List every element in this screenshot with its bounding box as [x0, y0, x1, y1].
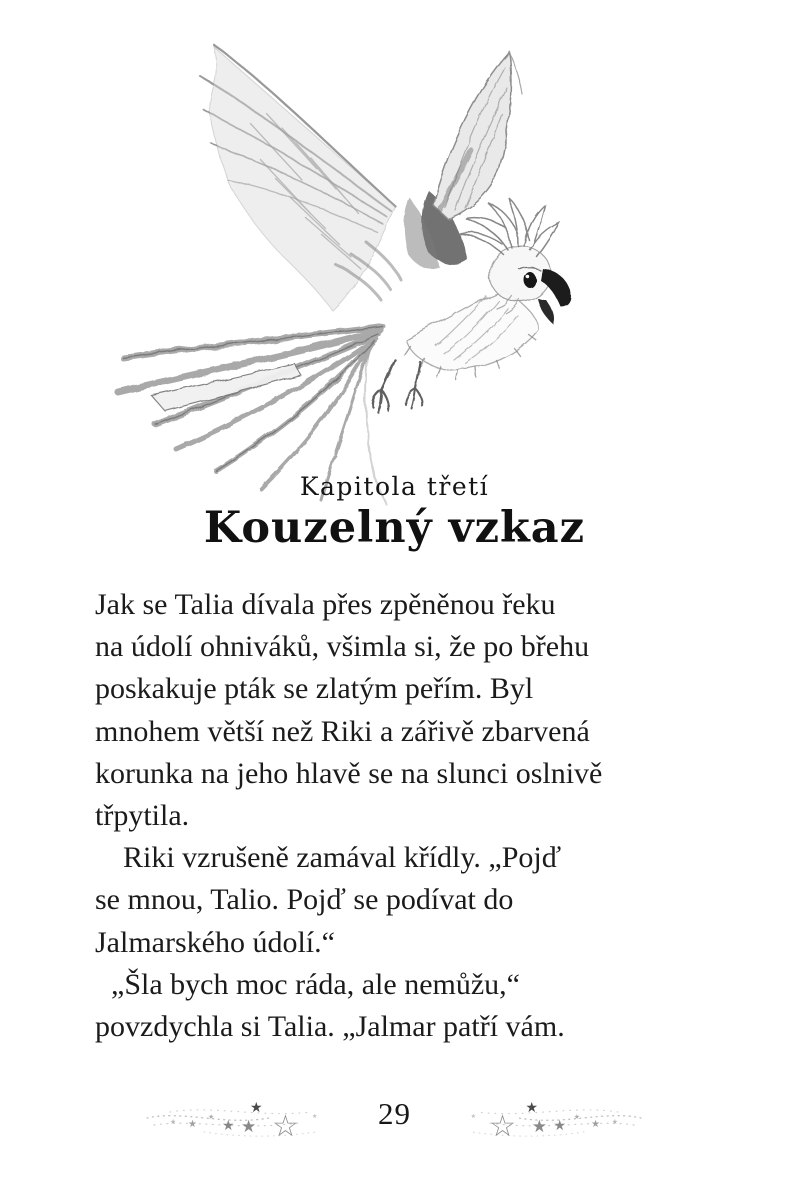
text-line: mnohem větší než Riki a zářivě zbarvená [95, 714, 590, 748]
text-line: se mnou, Talio. Pojď se podívat do [95, 883, 514, 917]
stars [471, 1100, 618, 1144]
tail-ribbon-feather [152, 364, 301, 411]
star-icon: ★ [470, 1113, 476, 1120]
star-spray-right-decoration [446, 1088, 644, 1146]
star-icon: ★ [611, 1118, 618, 1126]
text-line: Jalmarského údolí.“ [95, 925, 335, 959]
star-icon: ★ [222, 1118, 235, 1134]
body-text [95, 584, 720, 1048]
star-icon: ★ [208, 1113, 215, 1121]
star-spray-svg [446, 1088, 644, 1146]
star-icon: ★ [250, 1100, 263, 1116]
star-icon: ★ [241, 1117, 257, 1137]
chapter-label: Kapitola třetí [299, 472, 490, 501]
bird-legs [373, 360, 422, 412]
star-icon: ★ [188, 1119, 197, 1130]
bird-eye [524, 272, 536, 288]
star-outline-icon: ☆ [489, 1109, 516, 1144]
text-line: korunka na jeho hlavě se na slunci oslnivě [95, 756, 603, 790]
bird-eye-glint [526, 275, 529, 278]
text-line: Riki vzrušeně zamával křídly. „Pojď [123, 841, 562, 875]
star-icon: ★ [553, 1118, 566, 1134]
text-line: na údolí ohniváků, všimla si, že po břehu [95, 630, 590, 664]
star-icon: ★ [525, 1100, 538, 1116]
star-icon: ★ [312, 1113, 318, 1120]
star-icon: ★ [531, 1117, 547, 1137]
star-icon: ★ [170, 1118, 177, 1126]
chapter-title: Kouzelný vzkaz [203, 503, 586, 553]
text-line: povzdychla si Talia. „Jalmar patří vám. [95, 1010, 565, 1044]
wing-left-wash [209, 46, 395, 311]
firebird-sketch-svg [110, 28, 710, 510]
firebird-illustration [110, 28, 710, 510]
text-line: Jak se Talia dívala přes zpěněnou řeku [95, 588, 556, 621]
text-line: třpytila. [95, 799, 190, 833]
star-icon: ★ [573, 1113, 580, 1121]
text-line: poskakuje pták se zlatým peřím. Byl [95, 672, 534, 706]
beak-lower [538, 299, 554, 324]
star-icon: ★ [591, 1119, 600, 1130]
star-outline-icon: ☆ [272, 1109, 299, 1144]
page-number: 29 [378, 1096, 411, 1131]
text-line: „Šla bych moc ráda, ale nemůžu,“ [111, 967, 520, 1001]
